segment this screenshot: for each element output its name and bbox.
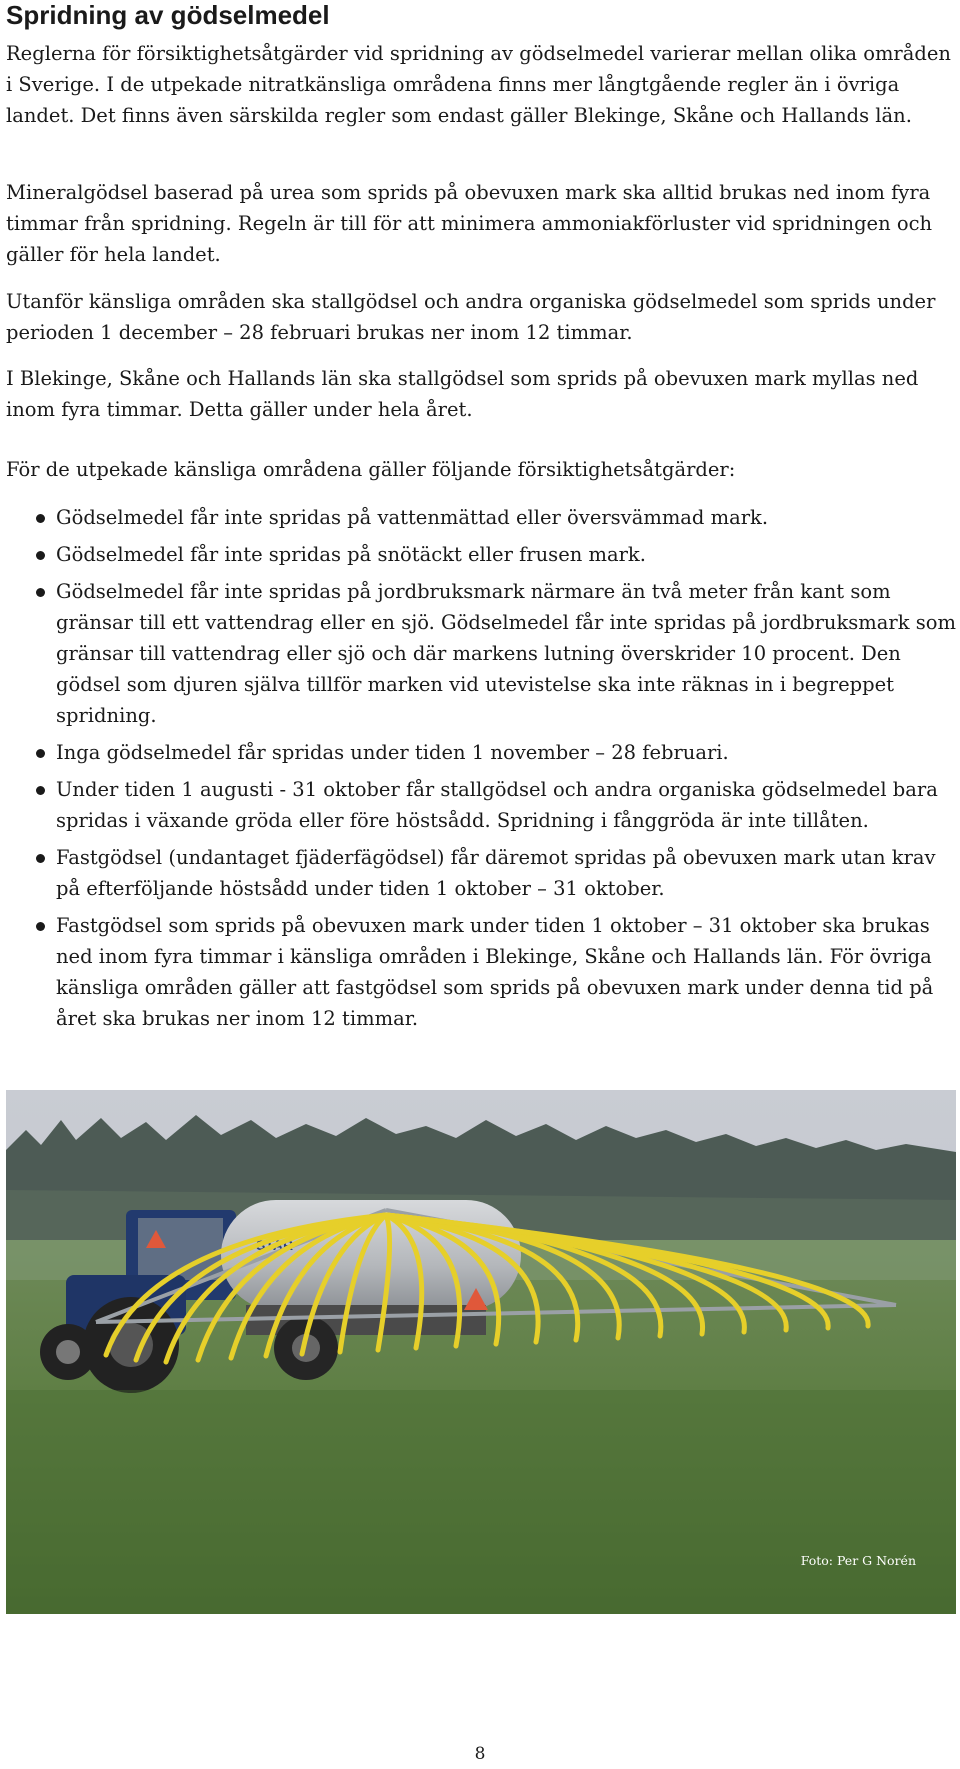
list-item-text: Gödselmedel får inte spridas på vattenmättad eller översvämmad mark. — [56, 506, 769, 529]
bullet-icon — [36, 514, 45, 523]
paragraph-outside-sensitive: Utanför känsliga områden ska stallgödsel och andra organiska gödselmedel som sprids under perioden 1 december – 28 februari brukas ner inom 12 timmar. — [6, 290, 936, 344]
list-item — [6, 910, 956, 1034]
tank-brand-label: STAR — [256, 1237, 294, 1253]
page-title: Spridning av gödselmedel — [6, 0, 330, 30]
list-item-text: Fastgödsel som sprids på obevuxen mark under tiden 1 oktober – 31 oktober ska brukas ned inom fyra timmar i känsliga områden i Blekinge, Skåne och Hallands län. För övriga känsliga områden gäller att fastgödsel som sprids på obevuxen mark under denna tid på året ska brukas ner inom 12 timmar. — [56, 914, 934, 1030]
list-item-text: Fastgödsel (undantaget fjäderfägödsel) får däremot spridas på obevuxen mark utan krav på efterföljande höstsådd under tiden 1 oktober – 31 oktober. — [56, 846, 936, 900]
list-item — [6, 842, 956, 904]
list-item — [6, 774, 956, 836]
manure-spreader-photo — [6, 1090, 956, 1614]
list-item — [6, 539, 956, 570]
list-item-text: Gödselmedel får inte spridas på jordbruksmark närmare än två meter från kant som gränsar till ett vattendrag eller en sjö. Gödselmedel får inte spridas på jordbruksmark som gränsar till vattendrag eller sjö och där markens lutning överskrider 10 procent. Den gödsel som djuren själva tillför marken vid utevistelse ska inte räknas in i begreppet spridning. — [56, 580, 956, 727]
page-number: 8 — [474, 1744, 486, 1764]
list-item — [6, 737, 956, 768]
bullet-icon — [36, 922, 45, 931]
bullet-icon — [36, 551, 45, 560]
foreground-grass — [6, 1390, 956, 1614]
photo-credit: Foto: Per G Norén — [800, 1553, 916, 1568]
bullet-icon — [36, 854, 45, 863]
bullet-icon — [36, 749, 45, 758]
precautions-list — [6, 502, 956, 1040]
bullet-icon — [36, 786, 45, 795]
paragraph-intro: Reglerna för försiktighetsåtgärder vid spridning av gödselmedel varierar mellan olika områden i Sverige. I de utpekade nitratkänsliga områdena finns mer långtgående regler än i övriga landet. Det finns även särskilda regler som endast gäller Blekinge, Skåne och Hallands län. — [6, 42, 951, 127]
paragraph-urea: Mineralgödsel baserad på urea som sprids på obevuxen mark ska alltid brukas ned inom fyra timmar från spridning. Regeln är till för att minimera ammoniakförluster vid spridningen och gäller för hela landet. — [6, 181, 933, 266]
list-item-text: Under tiden 1 augusti - 31 oktober får stallgödsel och andra organiska gödselmedel bara spridas i växande gröda eller före höstsådd. Spridning i fånggröda är inte tillåten. — [56, 778, 938, 832]
list-item — [6, 502, 956, 533]
paragraph-blekinge-skane-halland: I Blekinge, Skåne och Hallands län ska stallgödsel som sprids på obevuxen mark myllas ned inom fyra timmar. Detta gäller under hela året. — [6, 367, 919, 421]
list-item-text: Gödselmedel får inte spridas på snötäckt eller frusen mark. — [56, 543, 646, 566]
list-item — [6, 576, 956, 731]
paragraph-sensitive-intro: För de utpekade känsliga områdena gäller följande försiktighetsåtgärder: — [6, 458, 736, 481]
bullet-icon — [36, 588, 45, 597]
list-item-text: Inga gödselmedel får spridas under tiden 1 november – 28 februari. — [56, 741, 729, 764]
photo-illustration — [6, 1090, 956, 1614]
